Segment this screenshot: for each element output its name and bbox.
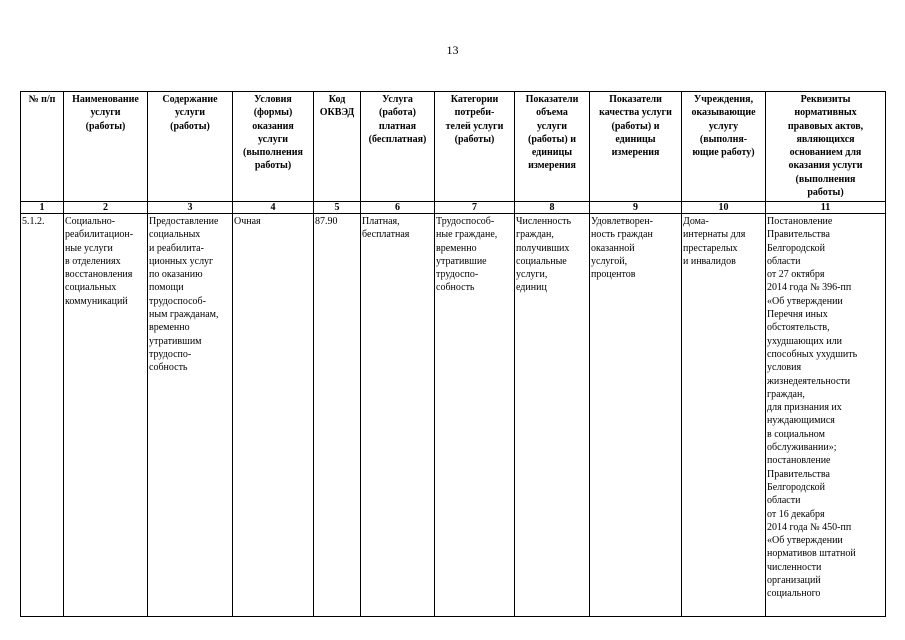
column-number-row	[21, 202, 886, 214]
header-cell-legal-acts: Реквизиты нормативных правовых актов, являющихся основанием для оказания услуги (выполнения работы)	[766, 92, 886, 202]
column-number: 9	[590, 202, 682, 214]
header-cell-okved-code: Код ОКВЭД	[314, 92, 361, 202]
column-number: 10	[682, 202, 766, 214]
cell-consumer-categories: Трудоспособ- ные граждане, временно утратившие трудоспо- собность	[435, 214, 515, 617]
header-cell-institutions: Учреждения, оказывающие услугу (выполня- ющие работу)	[682, 92, 766, 202]
table-row	[21, 214, 886, 617]
header-cell-consumer-categories: Категории потреби- телей услуги (работы)	[435, 92, 515, 202]
header-row	[21, 92, 886, 202]
column-number: 1	[21, 202, 64, 214]
services-table	[20, 91, 886, 617]
header-cell-number: № п/п	[21, 92, 64, 202]
column-number: 2	[64, 202, 148, 214]
cell-institutions: Дома- интернаты для престарелых и инвалидов	[682, 214, 766, 617]
cell-volume-indicators: Численность граждан, получивших социальные услуги, единиц	[515, 214, 590, 617]
header-cell-conditions: Условия (формы) оказания услуги (выполнения работы)	[233, 92, 314, 202]
column-number: 6	[361, 202, 435, 214]
cell-quality-indicators: Удовлетворен- ность граждан оказанной услугой, процентов	[590, 214, 682, 617]
cell-service-content: Предоставление социальных и реабилита- ционных услуг по оказанию помощи трудоспособ- ным гражданам, временно утратившим трудоспо- собность	[148, 214, 233, 617]
header-cell-service-content: Содержание услуги (работы)	[148, 92, 233, 202]
page-number: 13	[446, 43, 459, 57]
cell-legal-acts: Постановление Правительства Белгородской области от 27 октября 2014 года № 396-пп «Об утверждении Перечня иных обстоятельств, ухудшающих или способных ухудшить условия жизнедеятельности граждан, для признания их нуждающимися в социальном обслуживании»; постановление Правительства Белгородской области от 16 декабря 2014 года № 450-пп «Об утверждении нормативов штатной численности организаций социального	[766, 214, 886, 617]
cell-service-name: Социально- реабилитацион- ные услуги в отделениях восстановления социальных коммуникаций	[64, 214, 148, 617]
column-number: 7	[435, 202, 515, 214]
column-number: 11	[766, 202, 886, 214]
cell-okved-code: 87.90	[314, 214, 361, 617]
column-number: 5	[314, 202, 361, 214]
cell-conditions: Очная	[233, 214, 314, 617]
cell-paid-free: Платная, бесплатная	[361, 214, 435, 617]
cell-number: 5.1.2.	[21, 214, 64, 617]
column-number: 8	[515, 202, 590, 214]
header-cell-quality-indicators: Показатели качества услуги (работы) и единицы измерения	[590, 92, 682, 202]
header-cell-paid-free: Услуга (работа) платная (бесплатная)	[361, 92, 435, 202]
header-cell-service-name: Наименование услуги (работы)	[64, 92, 148, 202]
header-cell-volume-indicators: Показатели объема услуги (работы) и единицы измерения	[515, 92, 590, 202]
column-number: 3	[148, 202, 233, 214]
column-number: 4	[233, 202, 314, 214]
